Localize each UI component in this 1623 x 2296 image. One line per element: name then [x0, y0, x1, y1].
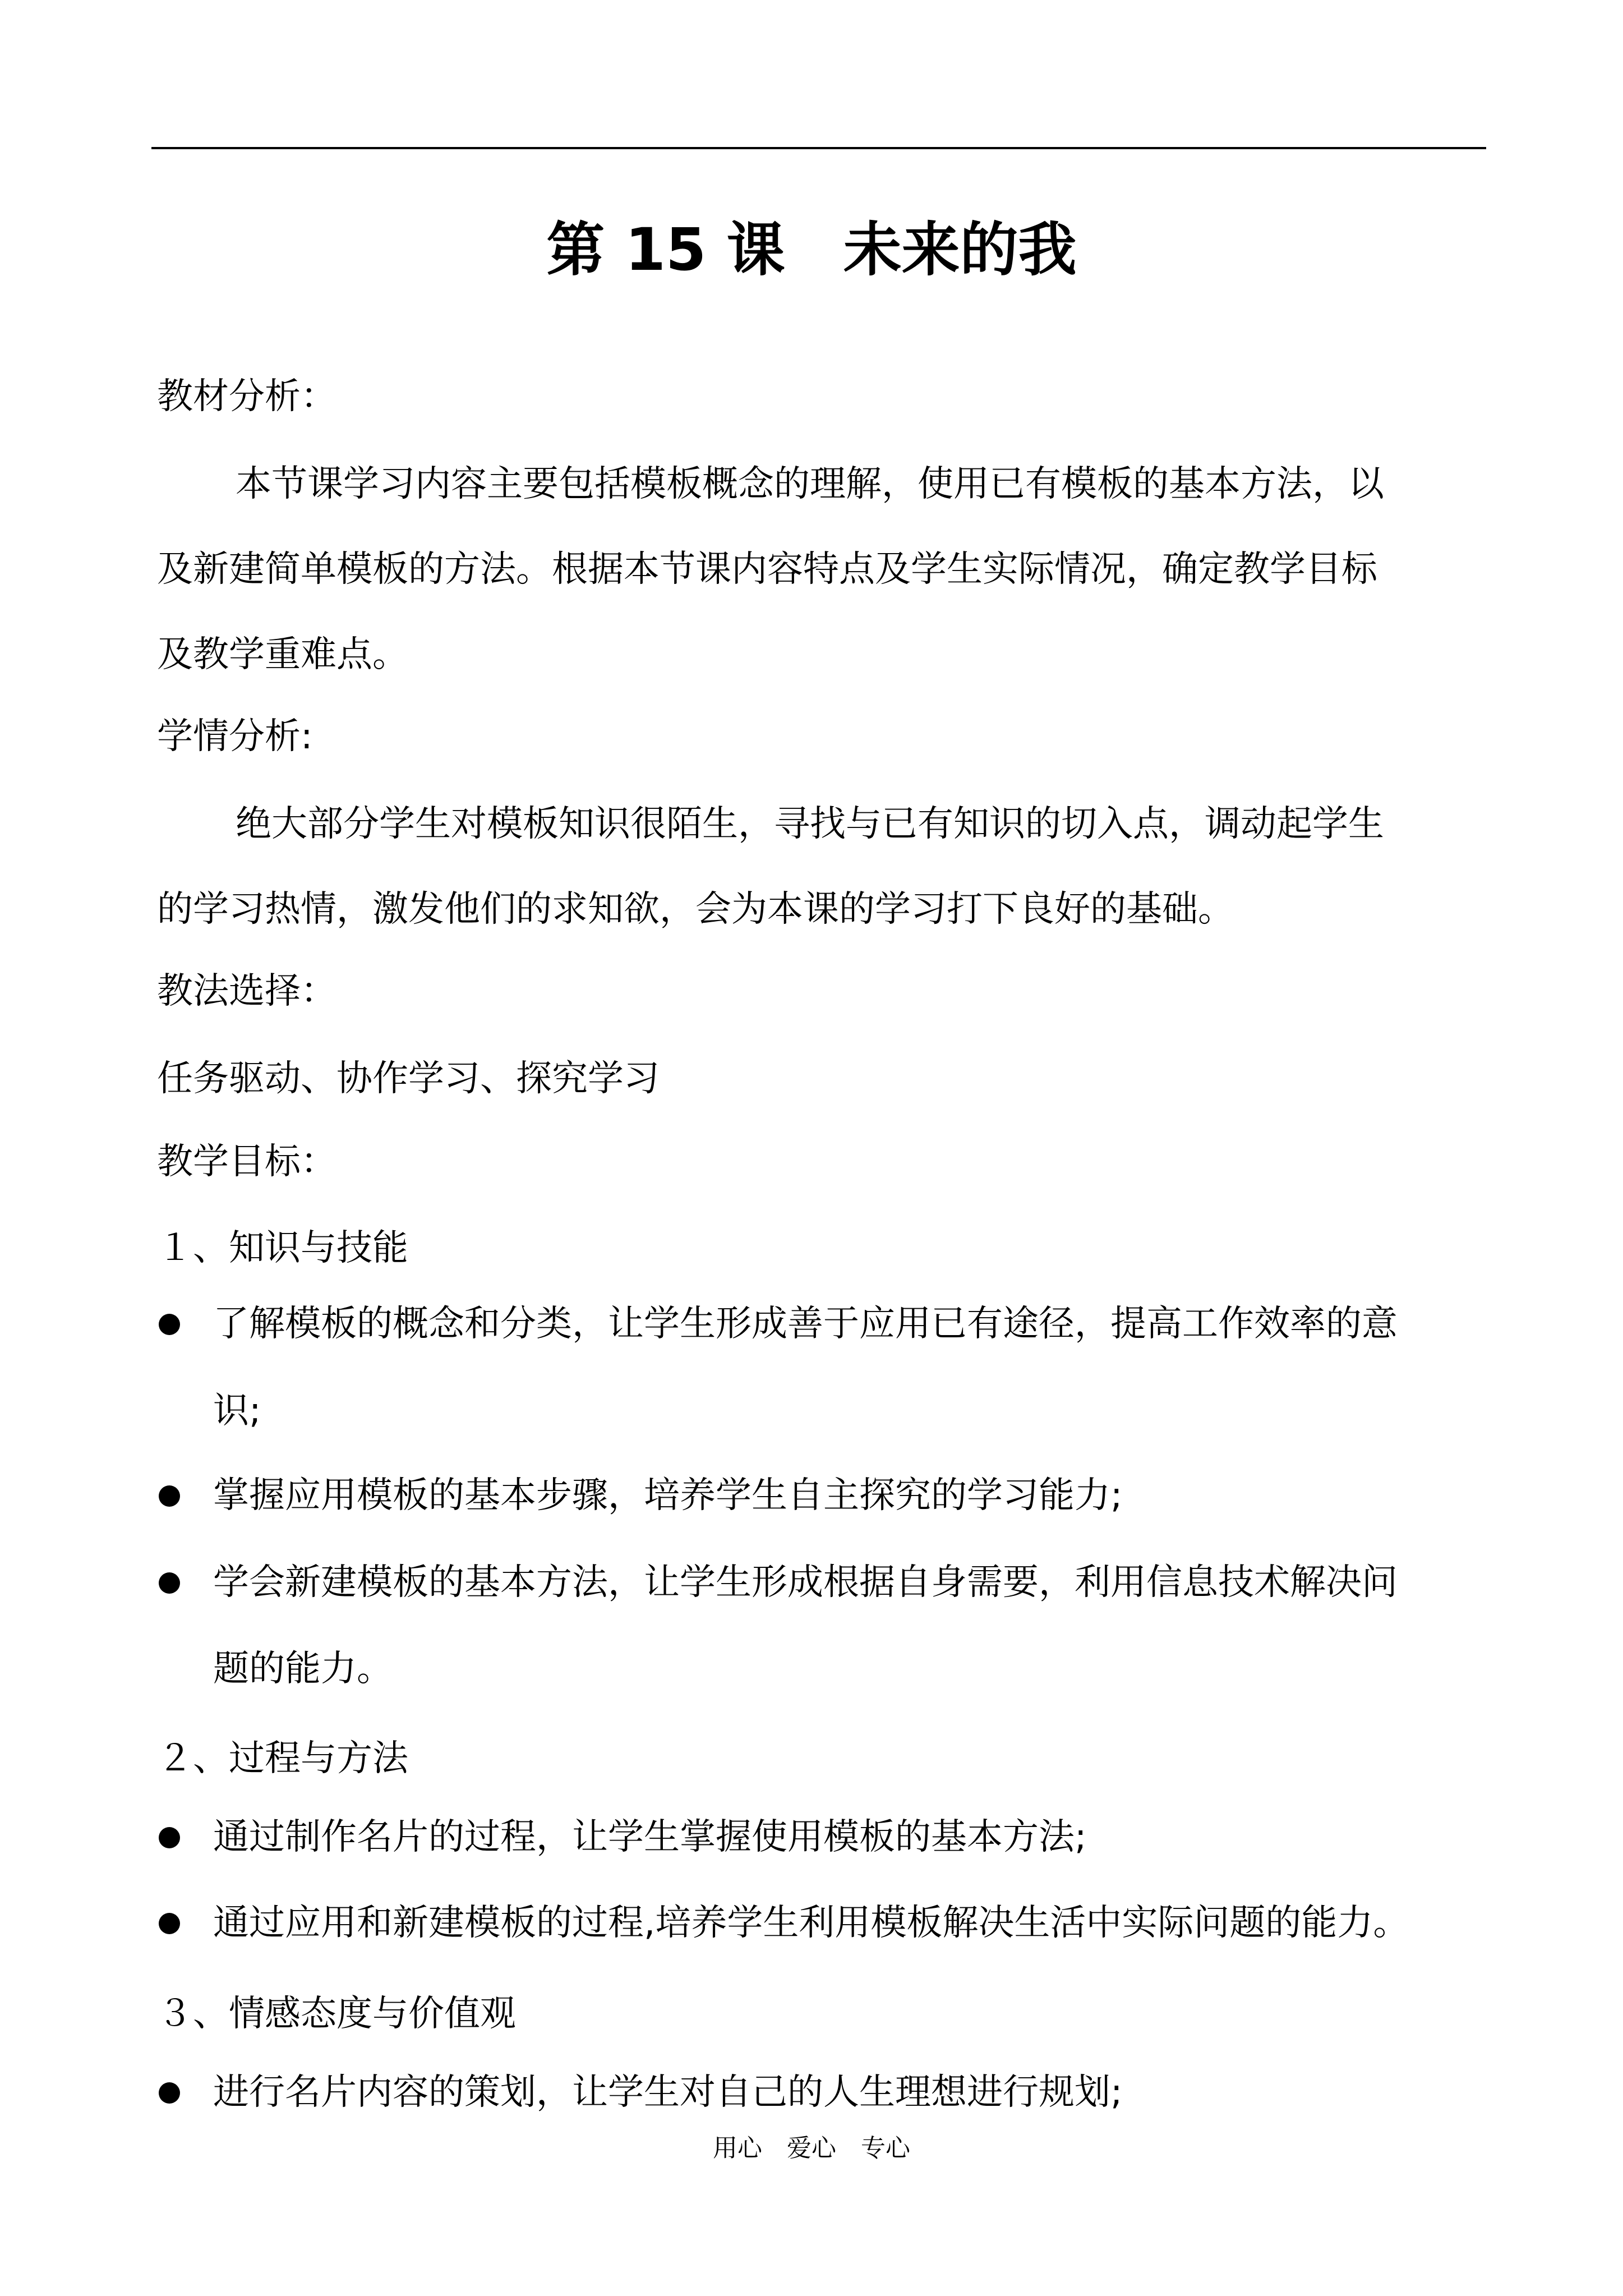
- paragraph-text: 本节课学习内容主要包括模板概念的理解，使用已有模板的基本方法，以: [236, 463, 1384, 505]
- bullet-text: 学会新建模板的基本方法，让学生形成根据自身需要，利用信息技术解决问: [213, 1562, 1398, 1603]
- section-heading-learner-analysis: 学情分析:: [157, 716, 313, 757]
- subheading-emotion-values: ３、情感态度与价值观: [157, 1993, 516, 2035]
- paragraph-line: [236, 459, 1481, 509]
- bullet-icon: [159, 1485, 180, 1507]
- paragraph-line: [157, 544, 1481, 595]
- section-heading-objectives: 教学目标：: [157, 1141, 336, 1182]
- section-heading-method-selection: 教法选择：: [157, 970, 336, 1012]
- bullet-icon: [159, 1572, 180, 1594]
- bullet-text: 通过应用和新建模板的过程,培养学生利用模板解决生活中实际问题的能力。: [213, 1902, 1409, 1944]
- subheading-knowledge-skills: １、知识与技能: [157, 1227, 408, 1269]
- paragraph-text: 绝大部分学生对模板知识很陌生，寻找与已有知识的切入点，调动起学生: [236, 803, 1384, 845]
- bullet-icon: [159, 1827, 180, 1848]
- paragraph-line: [157, 884, 1234, 935]
- paragraph-text: 任务驱动、协作学习、探究学习: [157, 1058, 660, 1099]
- bullet-icon: [159, 1314, 180, 1335]
- page-title: 第 15 课 未来的我: [546, 215, 1077, 284]
- bullet-text: 通过制作名片的过程，让学生掌握使用模板的基本方法;: [213, 1816, 1087, 1858]
- paragraph-line: [236, 799, 1384, 849]
- bullet-text: 了解模板的概念和分类，让学生形成善于应用已有途径，提高工作效率的意: [213, 1303, 1398, 1345]
- paragraph-text: 及新建简单模板的方法。根据本节课内容特点及学生实际情况，确定教学目标: [157, 549, 1377, 590]
- bullet-icon: [159, 2082, 180, 2104]
- subheading-process-method: ２、过程与方法: [157, 1738, 408, 1779]
- section-heading-material-analysis: 教材分析：: [157, 376, 336, 417]
- bullet-text: 掌握应用模板的基本步骤，培养学生自主探究的学习能力;: [213, 1475, 1123, 1516]
- bullet-text-continued: 识;: [213, 1390, 261, 1432]
- bullet-icon: [159, 1913, 180, 1934]
- page-footer: 用心 爱心 专心: [713, 2134, 910, 2162]
- paragraph-line: [157, 1053, 660, 1104]
- bullet-text-continued: 题的能力。: [213, 1648, 393, 1690]
- paragraph-line: [157, 629, 408, 680]
- header-rule: [151, 147, 1486, 149]
- paragraph-text: 及教学重难点。: [157, 634, 408, 675]
- paragraph-text: 的学习热情，激发他们的求知欲，会为本课的学习打下良好的基础。: [157, 889, 1234, 930]
- bullet-text: 进行名片内容的策划，让学生对自己的人生理想进行规划;: [213, 2072, 1123, 2113]
